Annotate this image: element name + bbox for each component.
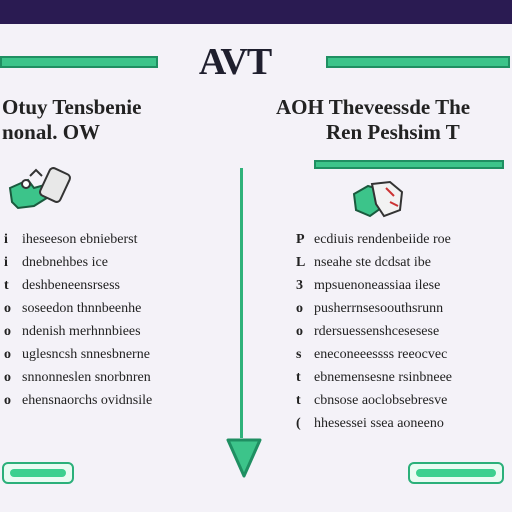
list-item-marker: t bbox=[4, 278, 9, 293]
list-item-marker: o bbox=[296, 301, 303, 316]
list-item-text: dnebnehbes ice bbox=[22, 255, 108, 270]
list-item bbox=[296, 366, 452, 389]
center-divider bbox=[240, 168, 243, 438]
list-item-marker: i bbox=[4, 255, 8, 270]
list-item bbox=[4, 274, 152, 297]
left-list bbox=[4, 228, 152, 412]
list-item-text: mpsuenoneassiaa ilese bbox=[314, 278, 441, 293]
right-action-button-fill bbox=[416, 469, 496, 477]
list-item bbox=[4, 343, 152, 366]
left-action-button[interactable] bbox=[2, 462, 74, 484]
list-item-text: nseahe ste dcdsat ibe bbox=[314, 255, 432, 270]
list-item bbox=[296, 297, 452, 320]
list-item bbox=[296, 228, 452, 251]
list-item-text: soseedon thnnbeenhe bbox=[22, 301, 142, 316]
cube-gear-icon bbox=[346, 180, 406, 222]
list-item-marker: P bbox=[296, 232, 305, 247]
list-item bbox=[296, 320, 452, 343]
list-item bbox=[296, 343, 452, 366]
right-action-button[interactable] bbox=[408, 462, 504, 484]
arrow-down-icon bbox=[224, 436, 264, 480]
list-item-text: uglesncsh snnesbnerne bbox=[22, 347, 150, 362]
list-item bbox=[296, 412, 452, 435]
list-item-marker: t bbox=[296, 393, 301, 408]
left-action-button-fill bbox=[10, 469, 66, 477]
list-item-text: hhesessei ssea aoneeno bbox=[314, 416, 444, 431]
left-heading-line1: Otuy Tensbenie bbox=[2, 95, 142, 119]
list-item bbox=[296, 389, 452, 412]
list-item-marker: i bbox=[4, 232, 8, 247]
list-item-marker: 3 bbox=[296, 278, 303, 293]
list-item-text: ebnemensesne rsinbneee bbox=[314, 370, 452, 385]
list-item-text: ecdiuis rendenbeiide roe bbox=[314, 232, 451, 247]
list-item bbox=[4, 251, 152, 274]
list-item-marker: ( bbox=[296, 416, 301, 431]
list-item-marker: o bbox=[296, 324, 303, 339]
right-top-bar bbox=[326, 56, 510, 68]
list-item-text: iheseeson ebnieberst bbox=[22, 232, 138, 247]
right-heading-line1: AOH Theveessde The bbox=[276, 95, 471, 119]
left-top-bar bbox=[0, 56, 158, 68]
right-mid-bar bbox=[314, 160, 504, 169]
list-item-text: ehensnaorchs ovidnsile bbox=[22, 393, 153, 408]
list-item bbox=[4, 228, 152, 251]
list-item-marker: o bbox=[4, 393, 11, 408]
list-item-marker: t bbox=[296, 370, 301, 385]
list-item bbox=[4, 297, 152, 320]
top-banner bbox=[0, 0, 512, 24]
page-title: AVT bbox=[198, 41, 272, 83]
list-item-text: deshbeneensrsess bbox=[22, 278, 120, 293]
list-item-marker: o bbox=[4, 347, 11, 362]
list-item-marker: o bbox=[4, 301, 11, 316]
list-item-text: eneconeeessss reeocvec bbox=[314, 347, 448, 362]
list-item-text: snnonneslen snorbnren bbox=[22, 370, 151, 385]
list-item-text: cbnsose aoclobsebresve bbox=[314, 393, 448, 408]
list-item bbox=[4, 366, 152, 389]
left-subheading: nonal. OW bbox=[2, 120, 101, 144]
list-item-text: pusherrnsesoouthsrunn bbox=[314, 301, 444, 316]
list-item bbox=[4, 320, 152, 343]
list-item-marker: o bbox=[4, 324, 11, 339]
right-list bbox=[296, 228, 452, 435]
list-item bbox=[296, 251, 452, 274]
right-subheading: Ren Peshsim T bbox=[326, 120, 460, 144]
list-item-marker: o bbox=[4, 370, 11, 385]
right-heading bbox=[276, 94, 470, 120]
left-heading bbox=[2, 94, 141, 120]
list-item-text: rdersuessenshcesesese bbox=[314, 324, 440, 339]
list-item-marker: L bbox=[296, 255, 306, 270]
list-item bbox=[296, 274, 452, 297]
hands-document-icon bbox=[4, 166, 74, 216]
list-item-marker: s bbox=[296, 347, 302, 362]
list-item bbox=[4, 389, 152, 412]
list-item-text: ndenish merhnnbiees bbox=[22, 324, 141, 339]
